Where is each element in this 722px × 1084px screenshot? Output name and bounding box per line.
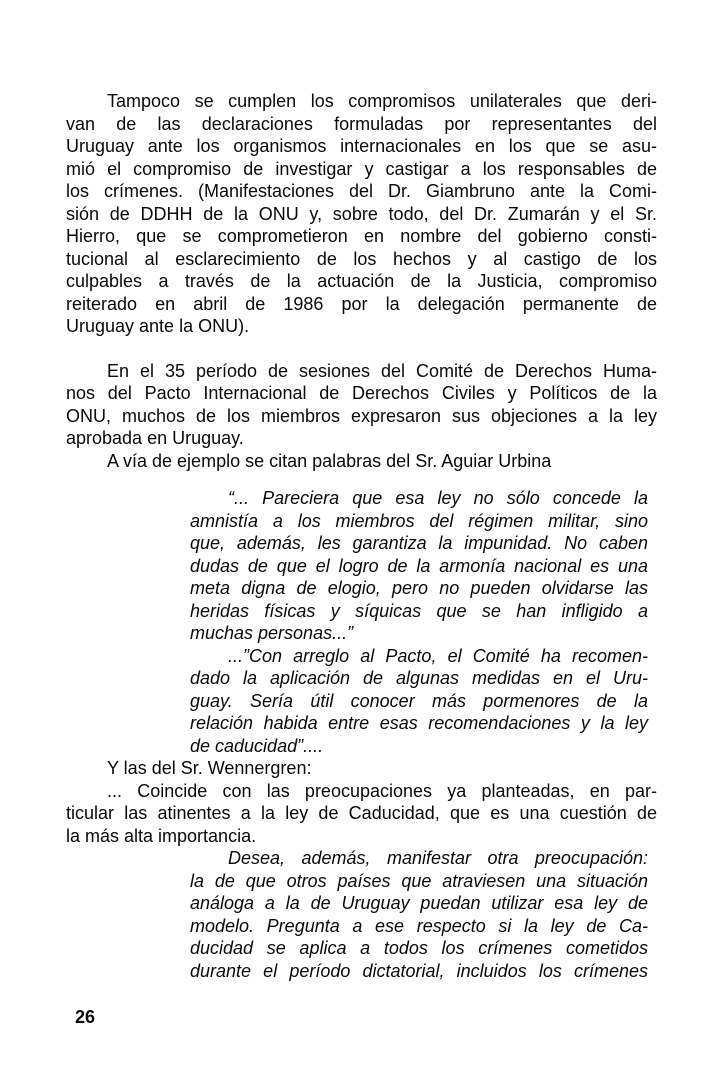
text-line: van de las declaraciones formuladas por representantes del bbox=[66, 113, 657, 134]
text-line: modelo. Pregunta a ese respecto si la ley de Ca- bbox=[190, 915, 648, 936]
paragraph-comite-derechos-humanos bbox=[66, 360, 657, 450]
text-line: que, además, les garantiza la impunidad. No caben bbox=[190, 533, 648, 553]
text-line: A vía de ejemplo se citan palabras del Sr. Aguiar Urbina bbox=[107, 450, 552, 471]
paragraph-a-via-de-ejemplo bbox=[66, 450, 657, 473]
text-line: ...”Con arreglo al Pacto, el Comité ha recomen- bbox=[228, 645, 648, 666]
paragraph-coincide-preocupaciones bbox=[66, 780, 657, 848]
text-line: Y las del Sr. Wennergren: bbox=[107, 758, 312, 778]
quote-wennergren bbox=[190, 847, 648, 982]
text-line: Uruguay ante la ONU). bbox=[66, 316, 250, 336]
text-line: ducidad se aplica a todos los crímenes cometidos bbox=[190, 938, 648, 958]
text-line: dado la aplicación de algunas medidas en el Uru- bbox=[190, 668, 648, 688]
text-line: guay. Sería útil conocer más pormenores de la bbox=[190, 690, 648, 711]
text-line: sión de DDHH de la ONU y, sobre todo, del Dr. Zumarán y el Sr. bbox=[66, 203, 657, 224]
text-line: heridas físicas y síquicas que se han infligido a bbox=[190, 600, 648, 621]
text-line: mió el compromiso de investigar y castigar a los responsables de bbox=[66, 158, 657, 179]
text-line: “... Pareciera que esa ley no sólo concede la bbox=[228, 488, 648, 508]
text-line: durante el período dictatorial, incluidos los crímenes bbox=[190, 960, 648, 981]
text-line: análoga a la de Uruguay puedan utilizar esa ley de bbox=[190, 893, 648, 913]
quote-aguiar-urbina-2 bbox=[190, 645, 648, 758]
text-line: Uruguay ante los organismos internacionales en los que se asu- bbox=[66, 136, 657, 156]
text-line: Desea, además, manifestar otra preocupación: bbox=[228, 848, 648, 868]
quote-aguiar-urbina-1 bbox=[190, 487, 648, 645]
text-line: muchas personas...” bbox=[190, 623, 354, 643]
text-line: amnistía a los miembros del régimen militar, sino bbox=[190, 510, 648, 531]
text-line: la más alta importancia. bbox=[66, 825, 257, 846]
text-line: reiterado en abril de 1986 por la delegación permanente de bbox=[66, 293, 657, 314]
text-line: dudas de que el logro de la armonía nacional es una bbox=[190, 555, 648, 576]
text-line: ticular las atinentes a la ley de Caducidad, que es una cuestión de bbox=[66, 803, 657, 823]
page-number: 26 bbox=[75, 1007, 96, 1027]
text-line: la de que otros países que atraviesen una situación bbox=[190, 870, 648, 891]
text-line: Hierro, que se comprometieron en nombre del gobierno consti- bbox=[66, 226, 657, 246]
text-line: tucional al esclarecimiento de los hechos y al castigo de los bbox=[66, 248, 657, 269]
text-line: de caducidad”.... bbox=[190, 735, 324, 756]
text-line: los crímenes. (Manifestaciones del Dr. Giambruno ante la Comi- bbox=[66, 181, 657, 201]
text-line: En el 35 período de sesiones del Comité de Derechos Huma- bbox=[107, 360, 657, 381]
paragraph-compromisos-unilaterales bbox=[66, 90, 657, 338]
paragraph-y-las-del-sr-wennergren bbox=[66, 757, 657, 780]
text-line: ONU, muchos de los miembros expresaron sus objeciones a la ley bbox=[66, 405, 657, 426]
text-column bbox=[66, 90, 657, 982]
text-line: Tampoco se cumplen los compromisos unilaterales que deri- bbox=[107, 91, 657, 111]
text-line: nos del Pacto Internacional de Derechos Civiles y Políticos de la bbox=[66, 383, 657, 403]
text-line: ... Coincide con las preocupaciones ya planteadas, en par- bbox=[107, 780, 657, 801]
text-line: culpables a través de la actuación de la Justicia, compromiso bbox=[66, 271, 657, 291]
text-line: meta digna de elogio, pero no pueden olvidarse las bbox=[190, 578, 648, 598]
text-line: relación habida entre esas recomendaciones y la ley bbox=[190, 713, 648, 733]
text-line: aprobada en Uruguay. bbox=[66, 428, 244, 448]
